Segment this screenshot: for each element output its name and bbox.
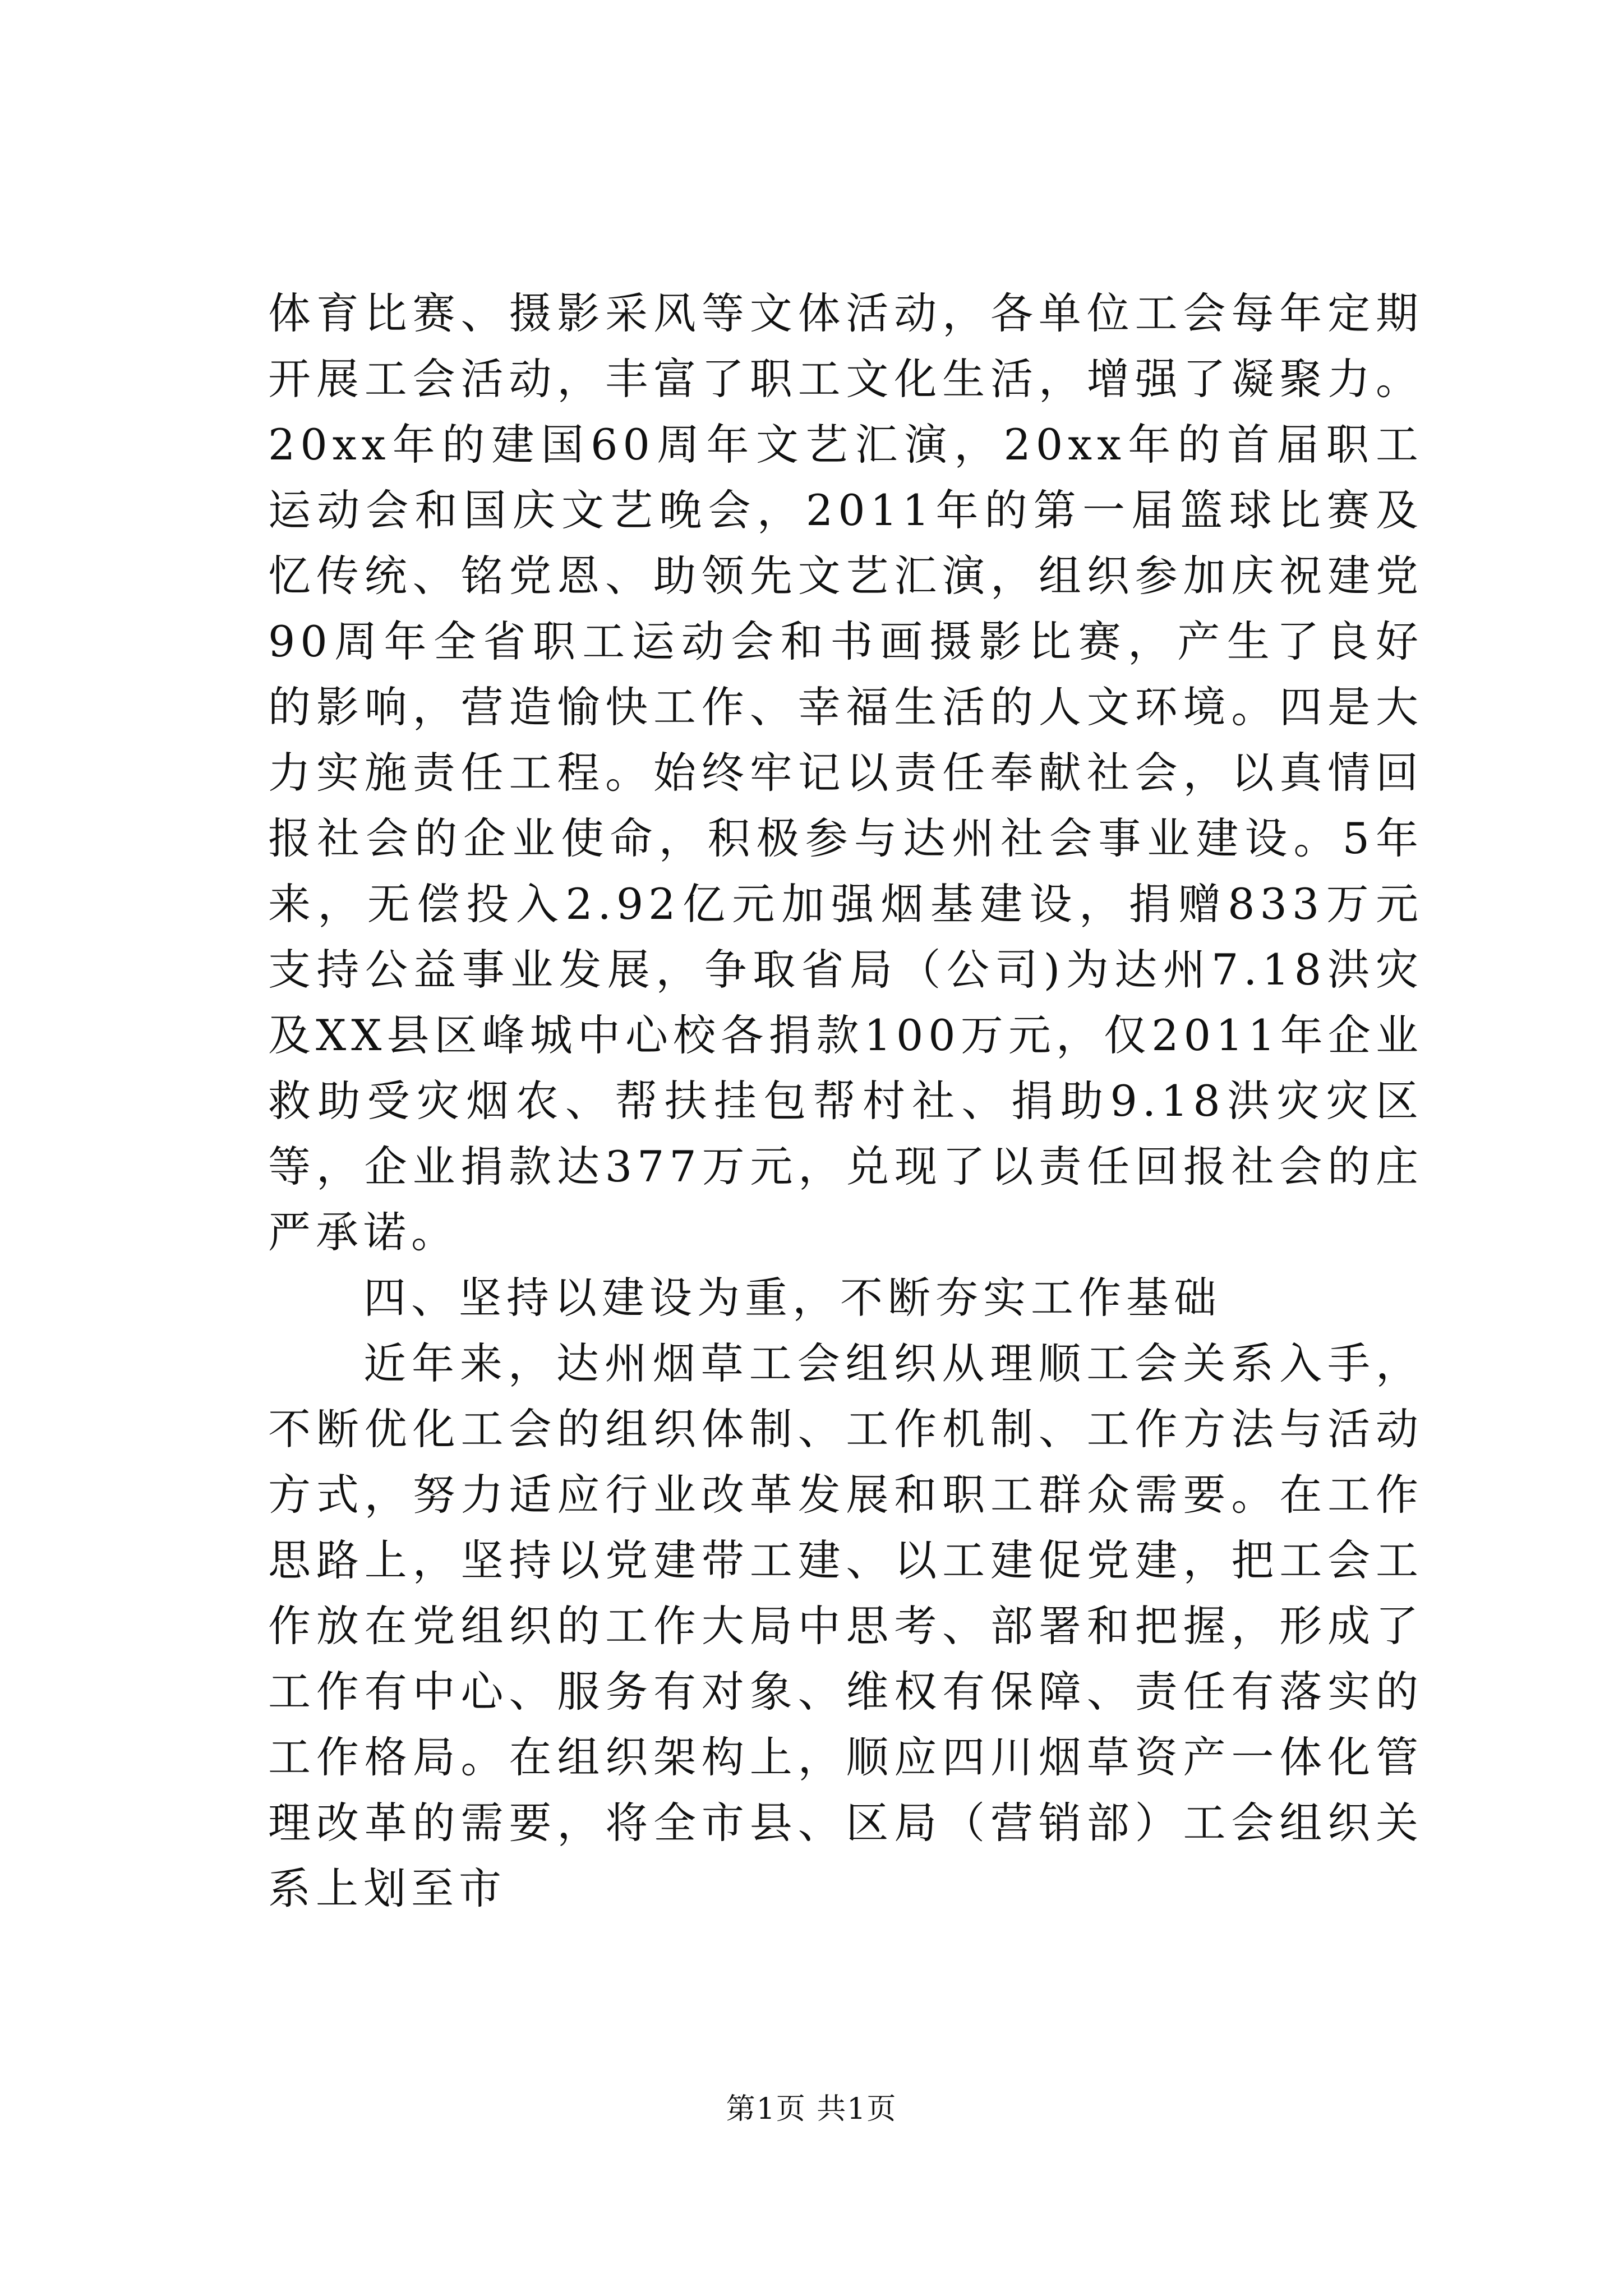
paragraph-continuation: 体育比赛、摄影采风等文体活动，各单位工会每年定期开展工会活动，丰富了职工文化生活，增强了凝聚力。20xx年的建国60周年文艺汇演，20xx年的首届职工运动会和国庆文艺晚会，2011年的第一届篮球比赛及忆传统、铭党恩、助领先文艺汇演，组织参加庆祝建党90周年全省职工运动会和书画摄影比赛，产生了良好的影响，营造愉快工作、幸福生活的人文环境。四是大力实施责任工程。始终牢记以责任奉献社会，以真情回报社会的企业使命，积极参与达州社会事业建设。5年来，无偿投入2.92亿元加强烟基建设，捐赠833万元支持公益事业发展，争取省局（公司)为达州7.18洪灾及XX县区峰城中心校各捐款100万元，仅2011年企业救助受灾烟农、帮扶挂包帮村社、捐助9.18洪灾灾区等，企业捐款达377万元，兑现了以责任回报社会的庄严承诺。 <box>268 288 1423 1257</box>
document-body <box>268 280 1423 1921</box>
page-footer: 第1页 共1页 <box>726 2092 897 2126</box>
section-heading: 四、坚持以建设为重，不断夯实工作基础 <box>363 1273 1221 1323</box>
paragraph-section-body: 近年来，达州烟草工会组织从理顺工会关系入手，不断优化工会的组织体制、工作机制、工作方法与活动方式，努力适应行业改革发展和职工群众需要。在工作思路上，坚持以党建带工建、以工建促党建，把工会工作放在党组织的工作大局中思考、部署和把握，形成了工作有中心、服务有对象、维权有保障、责任有落实的工作格局。在组织架构上，顺应四川烟草资产一体化管理改革的需要，将全市县、区局（营销部）工会组织关系上划至市 <box>268 1338 1423 1913</box>
